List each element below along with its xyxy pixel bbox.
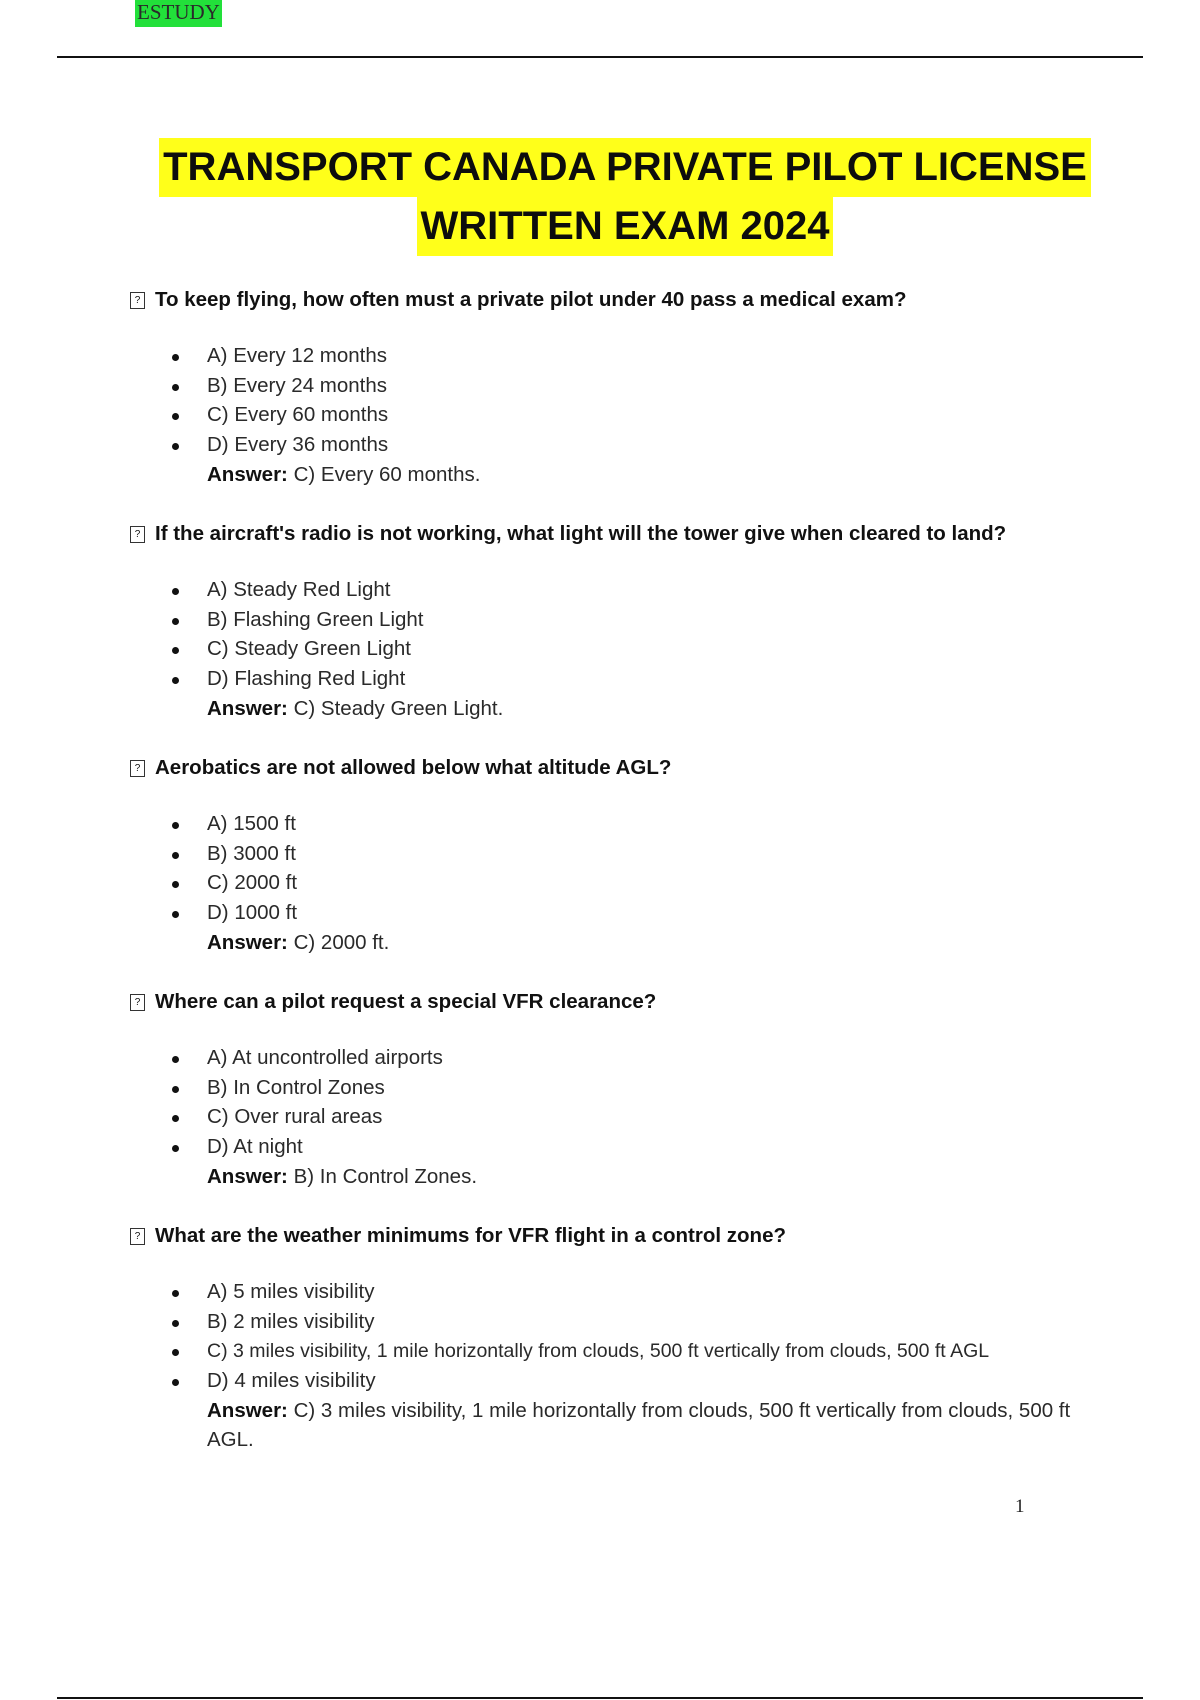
option-item <box>130 575 1130 605</box>
bullet-icon <box>172 1145 179 1152</box>
option-item <box>130 1073 1130 1103</box>
option-text: C) Steady Green Light <box>207 637 411 661</box>
bullet-icon <box>172 881 179 888</box>
question-line <box>130 1221 1130 1251</box>
option-text: B) Every 24 months <box>207 373 388 397</box>
bullet-icon <box>172 1115 179 1122</box>
bullet-icon <box>172 822 179 829</box>
answer-label: Answer: <box>207 1164 288 1188</box>
question-marker-icon: ? <box>130 760 145 777</box>
option-item <box>130 868 1130 898</box>
question-line <box>130 753 1130 783</box>
bullet-icon <box>172 384 179 391</box>
option-item <box>130 898 1130 928</box>
option-text: A) Steady Red Light <box>207 578 391 601</box>
option-item <box>130 634 1130 664</box>
option-text: B) In Control Zones <box>207 1075 385 1099</box>
bullet-icon <box>172 354 179 361</box>
option-item <box>130 1307 1130 1337</box>
option-item <box>130 430 1130 460</box>
option-text: D) At night <box>207 1135 303 1159</box>
bullet-icon <box>172 911 179 918</box>
bullet-icon <box>172 588 179 595</box>
answer-label: Answer: <box>207 930 288 954</box>
bullet-icon <box>172 1290 179 1297</box>
answer-line <box>130 694 1107 724</box>
bullet-icon <box>172 647 179 654</box>
option-text: B) 2 miles visibility <box>207 1309 375 1333</box>
answer-label: Answer: <box>207 696 288 720</box>
option-item <box>130 1366 1130 1396</box>
option-item <box>130 809 1130 839</box>
options-list <box>130 1277 1130 1396</box>
option-text: C) 3 miles visibility, 1 mile horizontally from clouds, 500 ft vertically from clouds, 500 ft AGL <box>207 1340 990 1363</box>
question-line <box>130 987 1130 1017</box>
option-text: A) 1500 ft <box>207 812 296 835</box>
footer-divider <box>57 1697 1143 1699</box>
option-item <box>130 1336 1130 1366</box>
bullet-icon <box>172 1086 179 1093</box>
question-block <box>130 753 1130 957</box>
question-block <box>130 987 1130 1191</box>
answer-label: Answer: <box>207 462 288 486</box>
answer-line <box>130 1396 1087 1455</box>
option-item <box>130 341 1130 371</box>
answer-line <box>130 1162 1107 1192</box>
options-list <box>130 341 1130 460</box>
bullet-icon <box>172 677 179 684</box>
page-number: 1 <box>1015 1496 1025 1517</box>
bullet-icon <box>172 618 179 625</box>
bullet-icon <box>172 1056 179 1063</box>
option-text: D) 4 miles visibility <box>207 1369 376 1393</box>
bullet-icon <box>172 1320 179 1327</box>
option-text: C) Over rural areas <box>207 1105 383 1129</box>
option-text: B) Flashing Green Light <box>207 607 424 631</box>
option-text: D) Flashing Red Light <box>207 667 406 691</box>
option-item <box>130 400 1130 430</box>
bullet-icon <box>172 852 179 859</box>
header-tag: ESTUDY <box>135 0 222 27</box>
option-text: A) At uncontrolled airports <box>207 1046 443 1069</box>
question-block <box>130 519 1130 723</box>
question-marker-icon: ? <box>130 526 145 543</box>
answer-text: C) 2000 ft. <box>293 930 390 954</box>
option-text: C) Every 60 months <box>207 403 389 427</box>
answer-text: C) Steady Green Light. <box>293 696 504 720</box>
option-item <box>130 605 1130 635</box>
bullet-icon <box>172 1349 179 1356</box>
question-line <box>130 285 1130 315</box>
option-text: C) 2000 ft <box>207 871 298 895</box>
answer-label: Answer: <box>207 1398 288 1422</box>
option-text: A) 5 miles visibility <box>207 1280 375 1303</box>
answer-text: B) In Control Zones. <box>293 1164 478 1188</box>
answer-text: C) 3 miles visibility, 1 mile horizontally from clouds, 500 ft vertically from clouds, 500 ft AGL. <box>207 1398 1071 1452</box>
question-text: Aerobatics are not allowed below what altitude AGL? <box>155 756 672 779</box>
options-list <box>130 575 1130 694</box>
bullet-icon <box>172 443 179 450</box>
option-item <box>130 664 1130 694</box>
question-text: Where can a pilot request a special VFR clearance? <box>155 990 657 1013</box>
bullet-icon <box>172 1379 179 1386</box>
question-text: To keep flying, how often must a private pilot under 40 pass a medical exam? <box>155 288 907 311</box>
question-line <box>130 519 1130 549</box>
question-text: If the aircraft's radio is not working, what light will the tower give when cleared to land? <box>155 522 1007 545</box>
option-text: A) Every 12 months <box>207 344 388 367</box>
question-marker-icon: ? <box>130 1228 145 1245</box>
title-line-1: TRANSPORT CANADA PRIVATE PILOT LICENSE <box>159 138 1091 197</box>
question-text: What are the weather minimums for VFR flight in a control zone? <box>155 1224 786 1247</box>
option-item <box>130 1132 1130 1162</box>
question-marker-icon: ? <box>130 292 145 309</box>
answer-line <box>130 460 1107 490</box>
option-item <box>130 1277 1130 1307</box>
bullet-icon <box>172 413 179 420</box>
page-title <box>0 138 1200 256</box>
header-divider <box>57 56 1143 58</box>
option-text: D) 1000 ft <box>207 901 298 925</box>
option-text: D) Every 36 months <box>207 433 389 457</box>
answer-line <box>130 928 1107 958</box>
options-list <box>130 1043 1130 1162</box>
question-block <box>130 285 1130 489</box>
answer-text: C) Every 60 months. <box>293 462 481 486</box>
options-list <box>130 809 1130 928</box>
option-item <box>130 1043 1130 1073</box>
question-block <box>130 1221 1130 1455</box>
question-marker-icon: ? <box>130 994 145 1011</box>
option-item <box>130 371 1130 401</box>
option-item <box>130 1102 1130 1132</box>
option-text: B) 3000 ft <box>207 841 296 865</box>
title-line-2: WRITTEN EXAM 2024 <box>417 197 834 256</box>
option-item <box>130 839 1130 869</box>
